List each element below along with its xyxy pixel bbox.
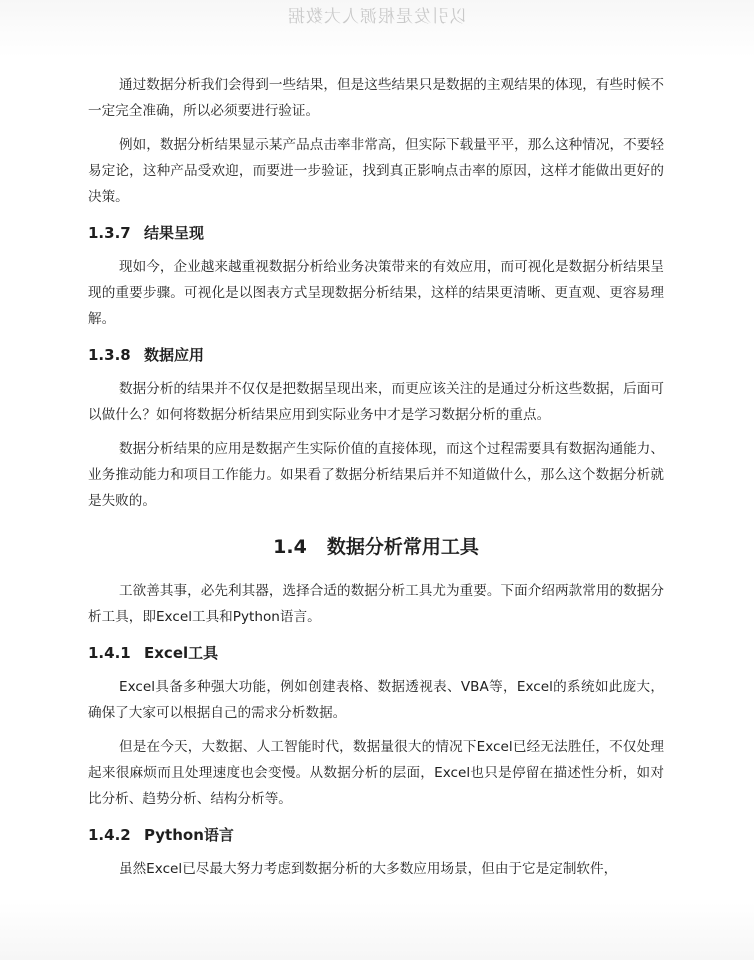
bleed-through-text: 以引发是根源人大数据 <box>287 7 467 27</box>
subsection-heading-1-3-7 <box>88 220 664 246</box>
subsection-number: 1.4.2 <box>88 826 131 844</box>
paragraph: 数据分析结果的应用是数据产生实际价值的直接体现，而这个过程需要具有数据沟通能力、业务推动能力和项目工作能力。如果看了数据分析结果后并不知道做什么，那么这个数据分析就是失败的。 <box>88 441 664 509</box>
subsection-title: Excel工具 <box>144 644 219 662</box>
paragraph: 工欲善其事，必先利其器，选择合适的数据分析工具尤为重要。下面介绍两款常用的数据分析工具，即Excel工具和Python语言。 <box>88 583 664 625</box>
paragraph: 数据分析的结果并不仅仅是把数据呈现出来，而更应该关注的是通过分析这些数据，后面可以做什么？如何将数据分析结果应用到实际业务中才是学习数据分析的重点。 <box>88 381 664 423</box>
subsection-heading-1-4-1 <box>88 640 664 666</box>
subsection-title: 结果呈现 <box>144 224 205 242</box>
subsection-heading-1-3-8 <box>88 342 664 368</box>
section-title: 数据分析常用工具 <box>326 536 479 558</box>
subsection-number: 1.3.8 <box>88 346 131 364</box>
page-content <box>88 72 664 890</box>
section-number: 1.4 <box>273 536 307 558</box>
subsection-title: 数据应用 <box>144 346 205 364</box>
paragraph: 现如今，企业越来越重视数据分析给业务决策带来的有效应用，而可视化是数据分析结果呈现的重要步骤。可视化是以图表方式呈现数据分析结果，这样的结果更清晰、更直观、更容易理解。 <box>88 259 664 327</box>
paragraph: 通过数据分析我们会得到一些结果，但是这些结果只是数据的主观结果的体现，有些时候不一定完全准确，所以必须要进行验证。 <box>88 77 664 119</box>
paragraph: 例如，数据分析结果显示某产品点击率非常高，但实际下载量平平，那么这种情况，不要轻易定论，这种产品受欢迎，而要进一步验证，找到真正影响点击率的原因，这样才能做出更好的决策。 <box>88 137 664 205</box>
subsection-number: 1.4.1 <box>88 644 131 662</box>
subsection-title: Python语言 <box>144 826 234 844</box>
paragraph: 虽然Excel已尽最大努力考虑到数据分析的大多数应用场景，但由于它是定制软件， <box>119 861 618 877</box>
subsection-number: 1.3.7 <box>88 224 131 242</box>
paragraph: Excel具备多种强大功能，例如创建表格、数据透视表、VBA等，Excel的系统如此庞大，确保了大家可以根据自己的需求分析数据。 <box>88 679 664 721</box>
subsection-heading-1-4-2 <box>88 822 664 848</box>
paragraph: 但是在今天，大数据、人工智能时代，数据量很大的情况下Excel已经无法胜任，不仅处理起来很麻烦而且处理速度也会变慢。从数据分析的层面，Excel也只是停留在描述性分析，如对比分析、趋势分析、结构分析等。 <box>88 739 664 807</box>
section-heading-1-4 <box>88 532 664 562</box>
